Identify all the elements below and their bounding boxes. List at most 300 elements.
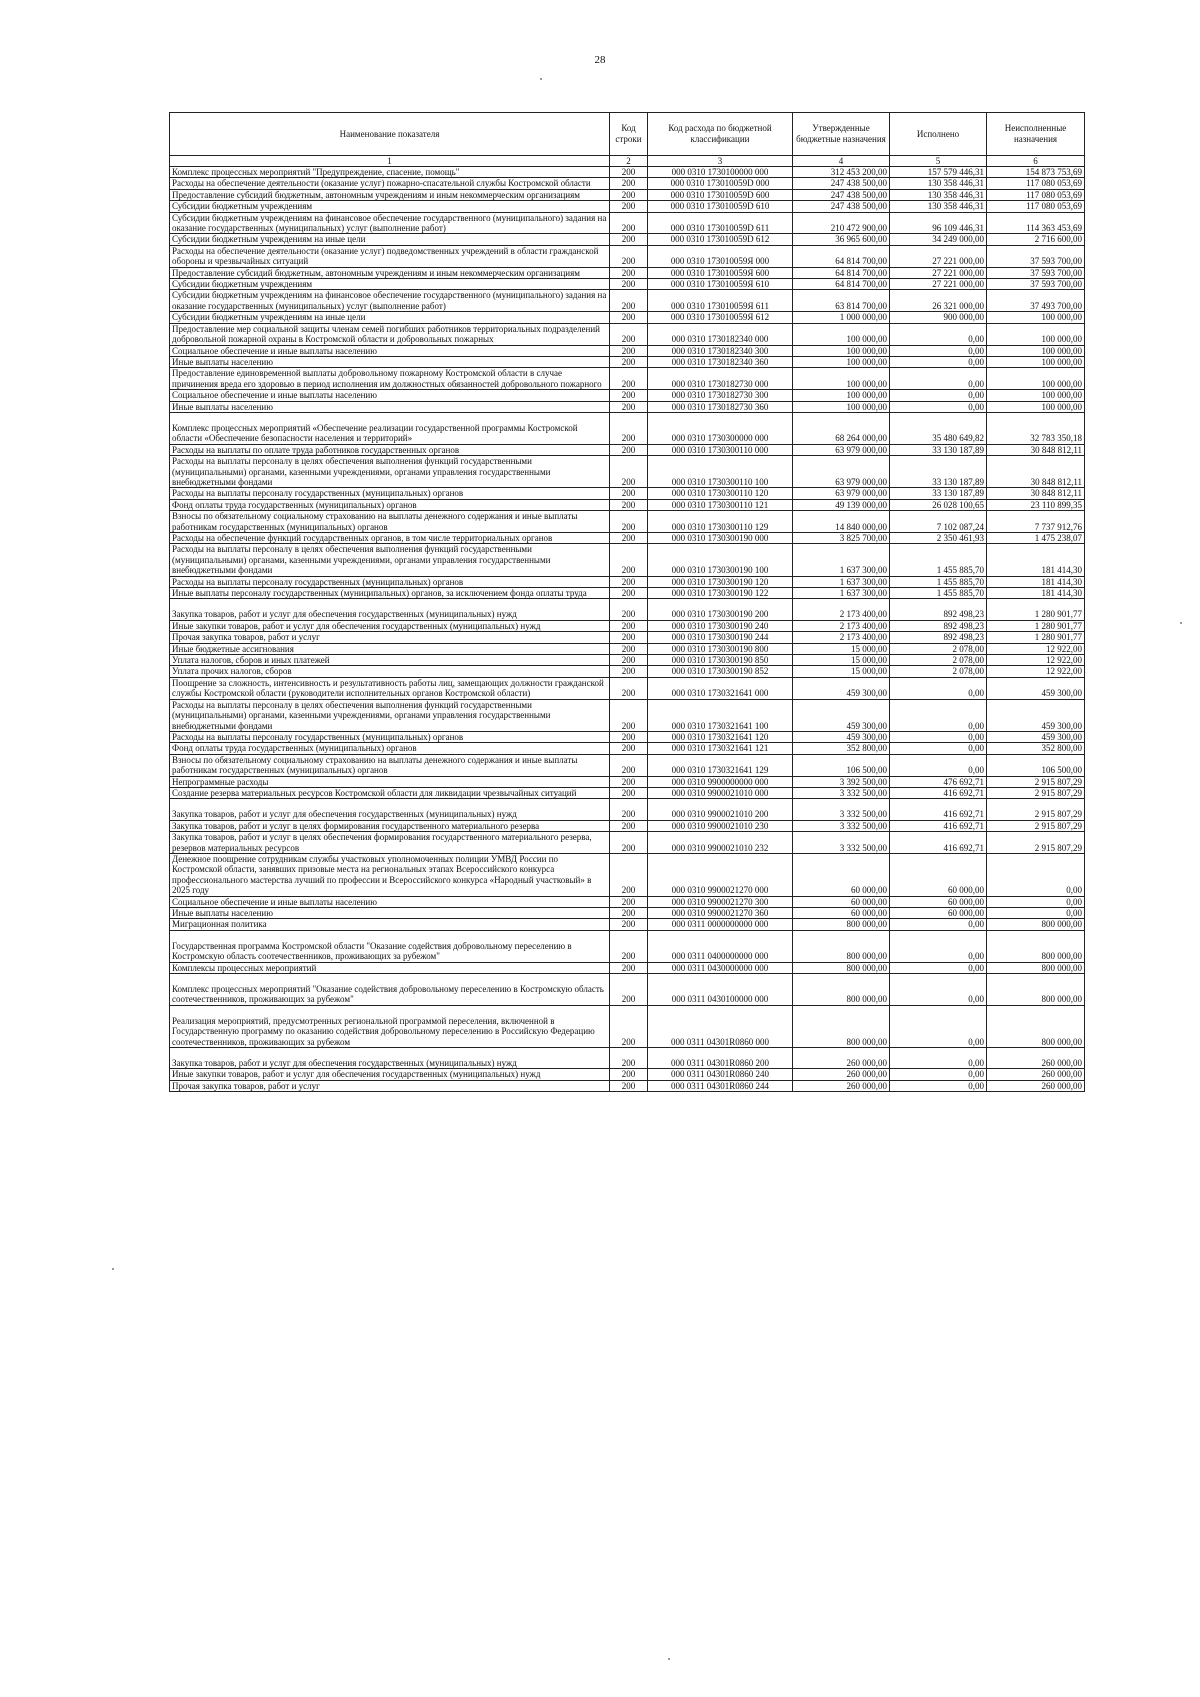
row-executed-cell: 0,00 [890,1005,987,1047]
header-unexecuted: Неисполненные назначения [987,113,1085,156]
row-budget-code-cell: 000 0311 0430100000 000 [648,974,793,1006]
row-name-cell: Взносы по обязательному социальному страхованию на выплаты денежного содержания и иные выплаты работникам государственных (муниципальных) органов [170,511,610,533]
row-executed-cell: 33 130 187,89 [890,488,987,499]
row-executed-cell: 416 692,71 [890,799,987,820]
row-name-cell: Иные выплаты населению [170,908,610,919]
row-budget-code-cell: 000 0311 0400000000 000 [648,930,793,962]
row-code-cell: 200 [610,599,648,620]
row-name-cell: Расходы на выплаты по оплате труда работников государственных органов [170,444,610,455]
column-number: 2 [610,156,648,167]
row-name-cell: Иные закупки товаров, работ и услуг для обеспечения государственных (муниципальных) нужд [170,1069,610,1080]
row-unexecuted-cell: 100 000,00 [987,356,1085,367]
row-executed-cell: 0,00 [890,345,987,356]
row-approved-cell: 100 000,00 [793,323,890,345]
row-unexecuted-cell: 1 280 901,77 [987,620,1085,631]
row-code-cell: 200 [610,655,648,666]
row-executed-cell: 96 109 446,31 [890,212,987,234]
row-name-cell: Прочая закупка товаров, работ и услуг [170,632,610,643]
row-name-cell: Субсидии бюджетным учреждениям на иные цели [170,312,610,323]
row-unexecuted-cell: 23 110 899,35 [987,499,1085,510]
row-code-cell: 200 [610,323,648,345]
scan-speck [540,78,542,80]
row-executed-cell: 416 692,71 [890,787,987,798]
row-budget-code-cell: 000 0310 173010059Я 612 [648,312,793,323]
row-code-cell: 200 [610,919,648,930]
table-row [170,776,1085,787]
row-name-cell: Расходы на выплаты персоналу в целях обеспечения выполнения функций государственными (муниципальными) органами, казенными учреждениями, органами управления государственными внебюджетными фондами [170,544,610,576]
row-executed-cell: 0,00 [890,1080,987,1091]
table-row [170,444,1085,455]
row-approved-cell: 247 438 500,00 [793,189,890,200]
scan-speck [1180,622,1182,624]
row-budget-code-cell: 000 0310 9900021270 360 [648,908,793,919]
row-name-cell: Миграционная политика [170,919,610,930]
row-budget-code-cell: 000 0310 173010059D 600 [648,189,793,200]
row-approved-cell: 100 000,00 [793,390,890,401]
row-name-cell: Прочая закупка товаров, работ и услуг [170,1080,610,1091]
row-executed-cell: 0,00 [890,401,987,412]
table-row [170,267,1085,278]
row-name-cell: Субсидии бюджетным учреждениям на финансовое обеспечение государственного (муниципального) задания на оказание государственных (муниципальных) услуг (выполнение работ) [170,212,610,234]
row-approved-cell: 800 000,00 [793,919,890,930]
row-code-cell: 200 [610,488,648,499]
table-row [170,390,1085,401]
row-executed-cell: 60 000,00 [890,853,987,896]
page-number: 28 [594,54,606,66]
row-unexecuted-cell: 117 080 053,69 [987,178,1085,189]
table-row [170,655,1085,666]
row-name-cell: Социальное обеспечение и иные выплаты населению [170,345,610,356]
row-unexecuted-cell: 37 593 700,00 [987,267,1085,278]
row-unexecuted-cell: 100 000,00 [987,390,1085,401]
row-name-cell: Непрограммные расходы [170,776,610,787]
row-name-cell: Иные бюджетные ассигнования [170,643,610,654]
row-name-cell: Закупка товаров, работ и услуг для обеспечения государственных (муниципальных) нужд [170,599,610,620]
row-approved-cell: 800 000,00 [793,930,890,962]
row-name-cell: Комплекс процессных мероприятий «Обеспечение реализации государственной программы Костромской области «Обеспечение безопасности населения и территорий» [170,412,610,444]
row-approved-cell: 64 814 700,00 [793,267,890,278]
row-name-cell: Расходы на обеспечение деятельности (оказание услуг) подведомственных учреждений в области гражданской обороны и чрезвычайных ситуаций [170,245,610,267]
row-budget-code-cell: 000 0310 9900021010 230 [648,820,793,831]
row-code-cell: 200 [610,908,648,919]
row-code-cell: 200 [610,245,648,267]
row-approved-cell: 63 979 000,00 [793,488,890,499]
row-budget-code-cell: 000 0310 1730321641 100 [648,699,793,731]
row-approved-cell: 106 500,00 [793,754,890,776]
row-executed-cell: 1 455 885,70 [890,544,987,576]
row-unexecuted-cell: 100 000,00 [987,368,1085,390]
row-code-cell: 200 [610,799,648,820]
row-unexecuted-cell: 117 080 053,69 [987,201,1085,212]
row-budget-code-cell: 000 0311 04301R0860 200 [648,1048,793,1069]
row-unexecuted-cell: 106 500,00 [987,754,1085,776]
table-row [170,245,1085,267]
row-budget-code-cell: 000 0310 1730182730 000 [648,368,793,390]
table-row [170,666,1085,677]
row-unexecuted-cell: 114 363 453,69 [987,212,1085,234]
row-unexecuted-cell: 800 000,00 [987,974,1085,1006]
row-unexecuted-cell: 0,00 [987,853,1085,896]
row-approved-cell: 1 637 300,00 [793,588,890,599]
row-executed-cell: 0,00 [890,1069,987,1080]
row-unexecuted-cell: 0,00 [987,896,1085,907]
row-budget-code-cell: 000 0310 173010059Я 611 [648,290,793,312]
row-unexecuted-cell: 100 000,00 [987,345,1085,356]
column-number-row [170,156,1085,167]
row-code-cell: 200 [610,1069,648,1080]
row-budget-code-cell: 000 0310 1730300190 200 [648,599,793,620]
table-row [170,599,1085,620]
row-unexecuted-cell: 12 922,00 [987,643,1085,654]
row-approved-cell: 352 800,00 [793,743,890,754]
row-approved-cell: 3 332 500,00 [793,787,890,798]
row-executed-cell: 0,00 [890,356,987,367]
table-row [170,499,1085,510]
row-code-cell: 200 [610,787,648,798]
row-code-cell: 200 [610,345,648,356]
row-executed-cell: 2 078,00 [890,643,987,654]
scan-speck [112,1268,114,1270]
table-row [170,401,1085,412]
row-budget-code-cell: 000 0310 1730300190 244 [648,632,793,643]
row-budget-code-cell: 000 0311 04301R0860 244 [648,1080,793,1091]
row-budget-code-cell: 000 0310 1730100000 000 [648,167,793,178]
row-approved-cell: 459 300,00 [793,731,890,742]
row-name-cell: Фонд оплаты труда государственных (муниципальных) органов [170,743,610,754]
row-budget-code-cell: 000 0310 1730300110 121 [648,499,793,510]
row-code-cell: 200 [610,201,648,212]
row-name-cell: Предоставление субсидий бюджетным, автономным учреждениям и иным некоммерческим организациям [170,267,610,278]
row-executed-cell: 0,00 [890,1048,987,1069]
row-code-cell: 200 [610,632,648,643]
table-row [170,588,1085,599]
column-number: 4 [793,156,890,167]
row-executed-cell: 27 221 000,00 [890,267,987,278]
table-row [170,576,1085,587]
row-executed-cell: 2 350 461,93 [890,533,987,544]
row-code-cell: 200 [610,533,648,544]
row-code-cell: 200 [610,189,648,200]
row-code-cell: 200 [610,754,648,776]
row-unexecuted-cell: 37 493 700,00 [987,290,1085,312]
row-name-cell: Комплекс процессных мероприятий "Оказание содействия добровольному переселению в Костромскую область соотечественников, проживающих за рубежом" [170,974,610,1006]
row-code-cell: 200 [610,620,648,631]
table-row [170,533,1085,544]
row-budget-code-cell: 000 0310 1730300110 000 [648,444,793,455]
table-row [170,488,1085,499]
row-budget-code-cell: 000 0311 04301R0860 240 [648,1069,793,1080]
table-row [170,743,1085,754]
table-row [170,1080,1085,1091]
row-code-cell: 200 [610,853,648,896]
table-row [170,962,1085,973]
row-approved-cell: 2 173 400,00 [793,620,890,631]
row-approved-cell: 15 000,00 [793,655,890,666]
row-budget-code-cell: 000 0310 1730182340 000 [648,323,793,345]
row-executed-cell: 0,00 [890,962,987,973]
row-name-cell: Расходы на выплаты персоналу государственных (муниципальных) органов [170,731,610,742]
row-budget-code-cell: 000 0310 1730300190 120 [648,576,793,587]
row-name-cell: Уплата прочих налогов, сборов [170,666,610,677]
table-row [170,279,1085,290]
row-name-cell: Расходы на выплаты персоналу в целях обеспечения выполнения функций государственными (муниципальными) органами, казенными учреждениями, органами управления государственными внебюджетными фондами [170,699,610,731]
row-code-cell: 200 [610,212,648,234]
table-row [170,908,1085,919]
row-unexecuted-cell: 2 915 807,29 [987,799,1085,820]
row-executed-cell: 26 028 100,65 [890,499,987,510]
row-budget-code-cell: 000 0310 9900021010 200 [648,799,793,820]
row-approved-cell: 60 000,00 [793,896,890,907]
row-executed-cell: 892 498,23 [890,620,987,631]
row-approved-cell: 2 173 400,00 [793,632,890,643]
row-code-cell: 200 [610,456,648,488]
table-header [170,113,1085,167]
table-row [170,620,1085,631]
table-row [170,456,1085,488]
row-unexecuted-cell: 100 000,00 [987,401,1085,412]
row-budget-code-cell: 000 0310 173010059Я 000 [648,245,793,267]
table-row [170,189,1085,200]
row-unexecuted-cell: 0,00 [987,908,1085,919]
row-executed-cell: 892 498,23 [890,632,987,643]
table-row [170,511,1085,533]
table-row [170,323,1085,345]
scan-speck [668,1658,670,1660]
table-row [170,731,1085,742]
row-budget-code-cell: 000 0310 1730300110 129 [648,511,793,533]
row-code-cell: 200 [610,401,648,412]
table-row [170,853,1085,896]
table-row [170,544,1085,576]
row-unexecuted-cell: 2 716 600,00 [987,234,1085,245]
row-approved-cell: 100 000,00 [793,345,890,356]
row-executed-cell: 1 455 885,70 [890,588,987,599]
row-budget-code-cell: 000 0310 9900000000 000 [648,776,793,787]
row-unexecuted-cell: 37 593 700,00 [987,279,1085,290]
row-budget-code-cell: 000 0311 04301R0860 000 [648,1005,793,1047]
table-row [170,699,1085,731]
row-executed-cell: 0,00 [890,930,987,962]
table-row [170,345,1085,356]
row-budget-code-cell: 000 0310 1730182340 300 [648,345,793,356]
row-approved-cell: 247 438 500,00 [793,201,890,212]
row-code-cell: 200 [610,962,648,973]
row-budget-code-cell: 000 0310 1730300110 120 [648,488,793,499]
row-unexecuted-cell: 1 280 901,77 [987,599,1085,620]
row-name-cell: Расходы на выплаты персоналу государственных (муниципальных) органов [170,488,610,499]
row-executed-cell: 2 078,00 [890,666,987,677]
row-name-cell: Комплексы процессных мероприятий [170,962,610,973]
row-executed-cell: 33 130 187,89 [890,444,987,455]
table-row [170,1005,1085,1047]
row-code-cell: 200 [610,544,648,576]
header-approved: Утвержденные бюджетные назначения [793,113,890,156]
row-budget-code-cell: 000 0311 0430000000 000 [648,962,793,973]
row-executed-cell: 0,00 [890,731,987,742]
row-code-cell: 200 [610,743,648,754]
row-budget-code-cell: 000 0310 173010059D 000 [648,178,793,189]
row-unexecuted-cell: 260 000,00 [987,1069,1085,1080]
row-unexecuted-cell: 12 922,00 [987,666,1085,677]
row-unexecuted-cell: 459 300,00 [987,699,1085,731]
row-code-cell: 200 [610,588,648,599]
row-executed-cell: 416 692,71 [890,832,987,854]
row-approved-cell: 1 637 300,00 [793,576,890,587]
row-approved-cell: 260 000,00 [793,1080,890,1091]
row-approved-cell: 64 814 700,00 [793,279,890,290]
row-unexecuted-cell: 1 475 238,07 [987,533,1085,544]
table-row [170,290,1085,312]
row-executed-cell: 0,00 [890,368,987,390]
row-unexecuted-cell: 1 280 901,77 [987,632,1085,643]
row-code-cell: 200 [610,731,648,742]
row-unexecuted-cell: 12 922,00 [987,655,1085,666]
row-approved-cell: 15 000,00 [793,643,890,654]
row-approved-cell: 1 000 000,00 [793,312,890,323]
row-name-cell: Предоставление субсидий бюджетным, автономным учреждениям и иным некоммерческим организациям [170,189,610,200]
row-name-cell: Расходы на обеспечение функций государственных органов, в том числе территориальных органов [170,533,610,544]
column-number: 3 [648,156,793,167]
row-executed-cell: 0,00 [890,699,987,731]
row-budget-code-cell: 000 0310 173010059Я 600 [648,267,793,278]
row-approved-cell: 3 332 500,00 [793,820,890,831]
row-unexecuted-cell: 459 300,00 [987,731,1085,742]
row-executed-cell: 2 078,00 [890,655,987,666]
row-executed-cell: 130 358 446,31 [890,189,987,200]
row-approved-cell: 63 814 700,00 [793,290,890,312]
row-code-cell: 200 [610,412,648,444]
row-unexecuted-cell: 2 915 807,29 [987,787,1085,798]
row-unexecuted-cell: 117 080 053,69 [987,189,1085,200]
row-code-cell: 200 [610,1080,648,1091]
row-executed-cell: 60 000,00 [890,908,987,919]
row-executed-cell: 0,00 [890,754,987,776]
row-budget-code-cell: 000 0310 1730321641 000 [648,677,793,699]
row-name-cell: Уплата налогов, сборов и иных платежей [170,655,610,666]
row-name-cell: Закупка товаров, работ и услуг для обеспечения государственных (муниципальных) нужд [170,1048,610,1069]
row-approved-cell: 800 000,00 [793,962,890,973]
row-code-cell: 200 [610,1048,648,1069]
row-code-cell: 200 [610,776,648,787]
row-approved-cell: 800 000,00 [793,974,890,1006]
table-row [170,930,1085,962]
row-unexecuted-cell: 37 593 700,00 [987,245,1085,267]
row-unexecuted-cell: 260 000,00 [987,1080,1085,1091]
row-executed-cell: 476 692,71 [890,776,987,787]
row-budget-code-cell: 000 0310 1730300190 240 [648,620,793,631]
row-code-cell: 200 [610,896,648,907]
row-code-cell: 200 [610,974,648,1006]
row-budget-code-cell: 000 0310 1730300190 000 [648,533,793,544]
row-budget-code-cell: 000 0310 1730300190 850 [648,655,793,666]
row-approved-cell: 3 332 500,00 [793,799,890,820]
row-budget-code-cell: 000 0310 9900021270 000 [648,853,793,896]
budget-execution-table [169,112,1085,1092]
row-approved-cell: 68 264 000,00 [793,412,890,444]
row-code-cell: 200 [610,390,648,401]
row-executed-cell: 0,00 [890,677,987,699]
row-approved-cell: 63 979 000,00 [793,444,890,455]
row-approved-cell: 800 000,00 [793,1005,890,1047]
row-unexecuted-cell: 459 300,00 [987,677,1085,699]
row-budget-code-cell: 000 0311 0000000000 000 [648,919,793,930]
table-row [170,799,1085,820]
row-code-cell: 200 [610,820,648,831]
row-unexecuted-cell: 181 414,30 [987,588,1085,599]
row-approved-cell: 260 000,00 [793,1048,890,1069]
row-code-cell: 200 [610,312,648,323]
row-name-cell: Комплекс процессных мероприятий "Предупреждение, спасение, помощь" [170,167,610,178]
row-code-cell: 200 [610,234,648,245]
row-executed-cell: 26 321 000,00 [890,290,987,312]
row-budget-code-cell: 000 0310 1730300190 122 [648,588,793,599]
row-name-cell: Денежное поощрение сотрудникам службы участковых уполномоченных полиции УМВД России по Костромской области, занявших призовые места на региональных этапах Всероссийского конкурса профессионального мастерства лучший по профессии и Всероссийского конкурса «Народный участковый» в 2025 году [170,853,610,896]
row-code-cell: 200 [610,279,648,290]
table-row [170,178,1085,189]
row-executed-cell: 34 249 000,00 [890,234,987,245]
row-code-cell: 200 [610,1005,648,1047]
row-unexecuted-cell: 7 737 912,76 [987,511,1085,533]
row-approved-cell: 100 000,00 [793,401,890,412]
row-code-cell: 200 [610,576,648,587]
row-budget-code-cell: 000 0310 9900021010 232 [648,832,793,854]
header-executed: Исполнено [890,113,987,156]
row-unexecuted-cell: 260 000,00 [987,1048,1085,1069]
row-budget-code-cell: 000 0310 1730321641 120 [648,731,793,742]
row-executed-cell: 892 498,23 [890,599,987,620]
table-row [170,167,1085,178]
table-row [170,974,1085,1006]
row-executed-cell: 416 692,71 [890,820,987,831]
row-name-cell: Расходы на выплаты персоналу в целях обеспечения выполнения функций государственными (муниципальными) органами, казенными учреждениями, органами управления государственными внебюджетными фондами [170,456,610,488]
row-unexecuted-cell: 30 848 812,11 [987,488,1085,499]
row-approved-cell: 15 000,00 [793,666,890,677]
row-approved-cell: 2 173 400,00 [793,599,890,620]
row-unexecuted-cell: 100 000,00 [987,323,1085,345]
row-unexecuted-cell: 181 414,30 [987,576,1085,587]
column-number: 5 [890,156,987,167]
row-executed-cell: 60 000,00 [890,896,987,907]
header-budget-code: Код расхода по бюджетной классификации [648,113,793,156]
row-budget-code-cell: 000 0310 1730182340 360 [648,356,793,367]
row-budget-code-cell: 000 0310 9900021270 300 [648,896,793,907]
row-approved-cell: 247 438 500,00 [793,178,890,189]
table-row [170,919,1085,930]
table-row [170,201,1085,212]
row-name-cell: Государственная программа Костромской области "Оказание содействия добровольному переселению в Костромскую область соотечественников, проживающих за рубежом" [170,930,610,962]
header-name: Наименование показателя [170,113,610,156]
table-row [170,677,1085,699]
row-budget-code-cell: 000 0310 1730182730 300 [648,390,793,401]
row-name-cell: Фонд оплаты труда государственных (муниципальных) органов [170,499,610,510]
row-budget-code-cell: 000 0310 1730300190 852 [648,666,793,677]
row-name-cell: Иные закупки товаров, работ и услуг для обеспечения государственных (муниципальных) нужд [170,620,610,631]
row-executed-cell: 0,00 [890,743,987,754]
row-approved-cell: 100 000,00 [793,368,890,390]
row-budget-code-cell: 000 0310 1730182730 360 [648,401,793,412]
budget-execution-table-container [169,112,1084,1092]
table-row [170,896,1085,907]
row-unexecuted-cell: 800 000,00 [987,962,1085,973]
row-unexecuted-cell: 2 915 807,29 [987,820,1085,831]
row-code-cell: 200 [610,499,648,510]
row-name-cell: Закупка товаров, работ и услуг для обеспечения государственных (муниципальных) нужд [170,799,610,820]
row-name-cell: Закупка товаров, работ и услуг в целях обеспечения формирования государственного материального резерва, резервов материальных ресурсов [170,832,610,854]
row-executed-cell: 157 579 446,31 [890,167,987,178]
row-code-cell: 200 [610,290,648,312]
row-unexecuted-cell: 30 848 812,11 [987,456,1085,488]
table-row [170,1048,1085,1069]
